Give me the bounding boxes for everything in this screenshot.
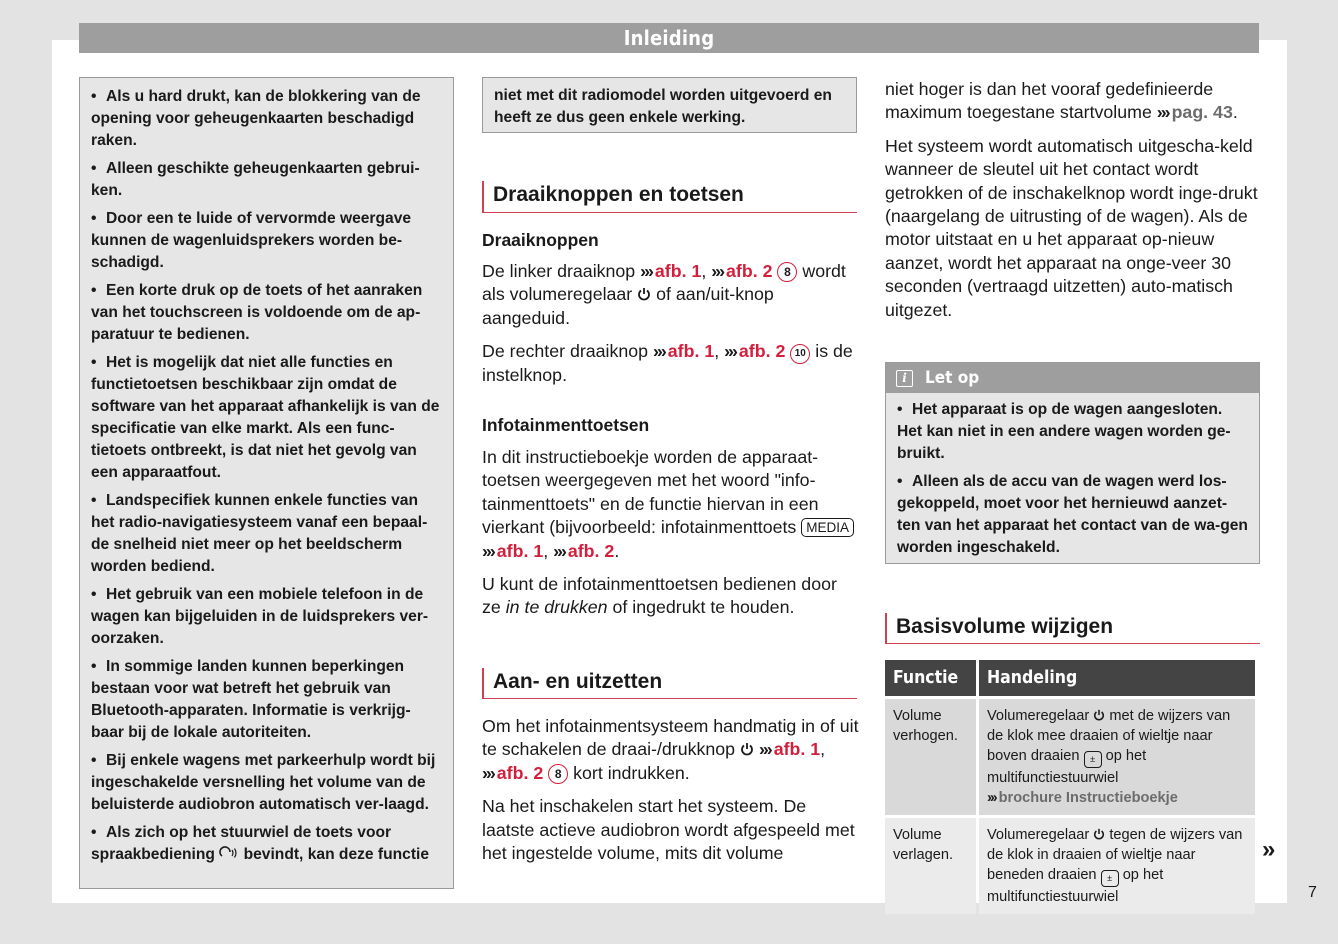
warning-box-end xyxy=(482,77,857,133)
figure-ref-link[interactable]: afb. 1 xyxy=(667,341,715,362)
subheading-knobs: Draaiknoppen xyxy=(482,230,599,250)
power-icon xyxy=(637,287,651,301)
page-ref-link[interactable]: pag. 43 xyxy=(1171,102,1233,123)
media-key-label: MEDIA xyxy=(801,518,854,537)
paragraph-keys-operation: U kunt de infotainmenttoetsen bedienen door ze in te drukken of ingedrukt te houden. xyxy=(482,574,837,618)
warning-item: • Het gebruik van een mobiele telefoon in de wagen kan bijgeluiden in de luidsprekers ver-oorzaken. xyxy=(91,586,429,647)
column-header-function: Functie xyxy=(885,660,976,696)
brochure-ref-link[interactable]: brochure Instructieboekje xyxy=(998,790,1178,806)
paragraph-onoff: Om het infotainmentsysteem handmatig in of uit te schakelen de draai-/drukknop ››› afb. 1, ››› afb. 2 8 kort indrukken. xyxy=(482,716,859,783)
note-header: i Let op xyxy=(886,363,1259,393)
warning-item: • Een korte druk op de toets of het aanraken van het touchscreen is voldoende om de ap-paratuur te bedienen. xyxy=(91,282,423,343)
warning-item: • Als zich op het stuurwiel de toets voor spraakbediening bevindt, kan deze functie xyxy=(91,824,430,863)
subheading-infotainment-keys: Infotainmenttoetsen xyxy=(482,415,650,435)
callout-number: 8 xyxy=(777,262,797,282)
info-icon: i xyxy=(896,370,913,387)
continue-marker-icon: » xyxy=(1262,836,1276,863)
function-cell: Volume verhogen. xyxy=(885,699,976,815)
section-heading-knobs: Draaiknoppen en toetsen xyxy=(482,181,857,213)
power-icon xyxy=(740,742,754,756)
action-cell: Volumeregelaar tegen de wijzers van de klok in draaien of wieltje naar beneden draaien ± op het multifunctiestuurwiel xyxy=(979,818,1255,914)
knobs-text xyxy=(482,260,860,398)
warning-item: • Het is mogelijk dat niet alle functies en functietoetsen beschikbaar zijn omdat de software van het apparaat afhankelijk is van de specificatie van elke markt. Als een func-tietoets ontbreekt, is dat niet het gevolg van een apparaatfout. xyxy=(91,354,440,481)
steering-wheel-roller-icon: ± xyxy=(1101,870,1119,887)
warning-item: • Alleen geschikte geheugenkaarten gebrui-ken. xyxy=(91,160,420,199)
figure-ref-link[interactable]: afb. 1 xyxy=(773,739,821,760)
note-box xyxy=(885,362,1260,564)
note-item: • Alleen als de accu van de wagen werd los-gekoppeld, moet voor het hernieuwd aanzet-ten van het apparaat het contact van de wa-gen worden ingeschakeld. xyxy=(897,473,1248,556)
figure-ref-link[interactable]: afb. 2 xyxy=(738,341,786,362)
table-row xyxy=(885,818,1255,914)
section-heading-volume: Basisvolume wijzigen xyxy=(885,613,1260,644)
warning-item: • Door een te luide of vervormde weergave kunnen de wagenluidsprekers worden be-schadigd. xyxy=(91,210,412,271)
function-cell: Volume verlagen. xyxy=(885,818,976,914)
figure-ref-link[interactable]: afb. 1 xyxy=(496,540,544,561)
paragraph-keys: In dit instructieboekje worden de apparaat-toetsen weergegeven met het woord "info-tainmenttoets" en de functie hiervan in een vierkant (bijvoorbeeld: infotainmenttoets MEDIA››› afb. 1, ››› afb. 2. xyxy=(482,446,860,563)
power-icon xyxy=(1093,828,1105,840)
figure-ref-link[interactable]: afb. 1 xyxy=(654,261,702,281)
table-row xyxy=(885,699,1255,815)
callout-number: 8 xyxy=(548,764,568,784)
paragraph-startup: Na het inschakelen start het systeem. De laatste actieve audiobron wordt afgespeeld met het ingestelde volume, mits dit volume xyxy=(482,796,855,864)
volume-table xyxy=(882,657,1258,917)
warning-item: • In sommige landen kunnen beperkingen bestaan voor wat betreft het gebruik van Bluetooth-apparaten. Informatie is verkrijg-baar bij de lokale autoriteiten. xyxy=(91,658,411,741)
page-number: 7 xyxy=(1308,884,1317,901)
figure-ref-link[interactable]: afb. 2 xyxy=(726,261,773,281)
warning-box-continued xyxy=(79,77,454,889)
paragraph-right-knob: De rechter draaiknop ››› afb. 1, ››› afb. 2 10 is de instelknop. xyxy=(482,341,853,386)
right-column-text xyxy=(885,78,1263,332)
note-item: • Het apparaat is op de wagen aangesloten. Het kan niet in een andere wagen worden ge-bruikt. xyxy=(897,401,1231,462)
warning-item: • Landspecifiek kunnen enkele functies van het radio-navigatiesysteem vanaf een bepaal-de snelheid niet meer op het beeldscherm worden bediend. xyxy=(91,492,428,575)
voice-control-icon xyxy=(219,846,239,860)
figure-ref-link[interactable]: afb. 2 xyxy=(496,762,544,783)
warning-item: • Bij enkele wagens met parkeerhulp wordt bij ingeschakelde versnelling het volume van de beluisterde audiobron automatisch ver-laagd. xyxy=(91,752,436,813)
warning-continuation-text: niet met dit radiomodel worden uitgevoerd en heeft ze dus geen enkele werking. xyxy=(494,87,832,126)
column-header-action: Handeling xyxy=(979,660,1255,696)
infotainment-keys-text xyxy=(482,446,860,630)
steering-wheel-roller-icon: ± xyxy=(1084,751,1102,768)
power-icon xyxy=(1093,709,1105,721)
paragraph-start-volume: niet hoger is dan het vooraf gedefinieerde maximum toegestane startvolume ››› pag. 43. xyxy=(885,79,1238,123)
action-cell: Volumeregelaar met de wijzers van de klok mee draaien of wieltje naar boven draaien ± op het multifunctiestuurwiel ››› brochure Instructieboekje xyxy=(979,699,1255,815)
warning-item: • Als u hard drukt, kan de blokkering van de opening voor geheugenkaarten beschadigd raken. xyxy=(91,88,421,149)
figure-ref-link[interactable]: afb. 2 xyxy=(567,540,615,561)
section-heading-onoff: Aan- en uitzetten xyxy=(482,668,857,699)
paragraph-left-knob: De linker draaiknop ››› afb. 1, ››› afb. 2 8 wordt als volumeregelaar of aan/uit-knop aangeduid. xyxy=(482,261,846,328)
paragraph-auto-off: Het systeem wordt automatisch uitgescha-keld wanneer de sleutel uit het contact wordt getrokken of de inschakelknop wordt inge-drukt (naargelang de uitrusting of de wagen). Als de motor uitstaat en u het apparaat op-nieuw aanzet, wordt het apparaat na onge-veer 30 seconden (vertraagd uitzetten) auto-matisch uitgezet. xyxy=(885,135,1258,320)
onoff-text xyxy=(482,715,860,875)
chapter-header: Inleiding xyxy=(79,23,1259,53)
callout-number: 10 xyxy=(790,344,810,364)
note-body xyxy=(886,393,1259,559)
